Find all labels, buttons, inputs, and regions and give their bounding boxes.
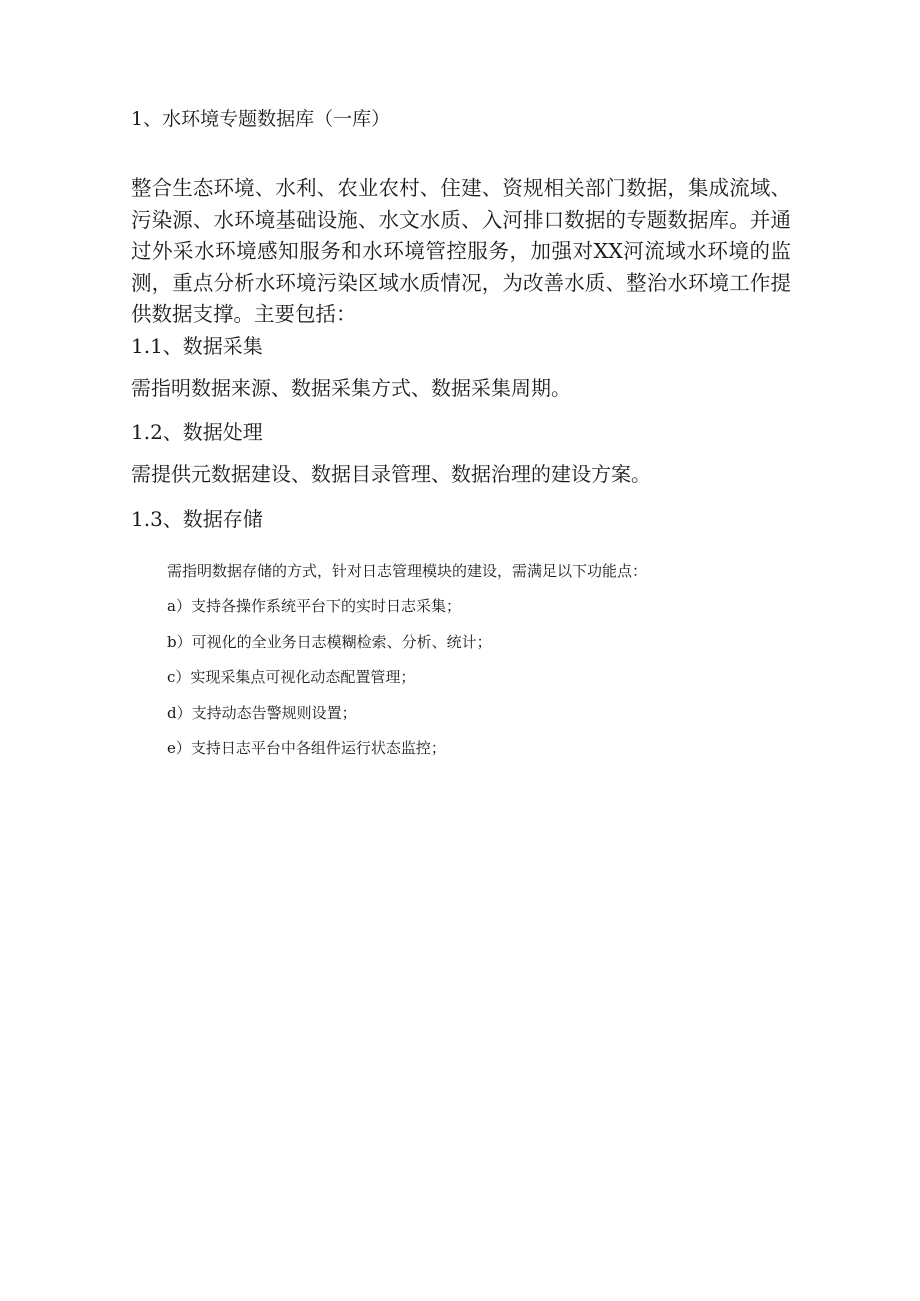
function-point-list [167, 594, 492, 772]
subsection-text-data-storage: 需指明数据存储的方式，针对日志管理模块的建设，需满足以下功能点： [167, 562, 648, 580]
intro-paragraph: 整合生态环境、水利、农业农村、住建、资规相关部门数据，集成流域、污染源、水环境基础设施、水文水质、入河排口数据的专题数据库。并通过外采水环境感知服务和水环境管控服务，加强对XX河流域水环境的监测，重点分析水环境污染区域水质情况，为改善水质、整治水环境工作提供数据支撑。主要包括： [131, 176, 791, 327]
section-title: 1、水环境专题数据库（一库） [131, 108, 391, 130]
subsection-heading-data-storage: 1.3、数据存储 [131, 507, 263, 531]
list-item: b）可视化的全业务日志模糊检索、分析、统计； [167, 632, 492, 651]
subsection-heading-data-collection: 1.1、数据采集 [131, 334, 263, 358]
list-item: a）支持各操作系统平台下的实时日志采集； [167, 597, 461, 615]
list-item: c）实现采集点可视化动态配置管理； [167, 668, 416, 686]
subsection-text-data-processing: 需提供元数据建设、数据目录管理、数据治理的建设方案。 [131, 462, 651, 486]
subsection-text-data-collection: 需指明数据来源、数据采集方式、数据采集周期。 [131, 376, 571, 400]
list-item: d）支持动态告警规则设置； [167, 703, 357, 722]
list-item: e）支持日志平台中各组件运行状态监控； [167, 739, 446, 757]
subsection-heading-data-processing: 1.2、数据处理 [131, 420, 263, 444]
